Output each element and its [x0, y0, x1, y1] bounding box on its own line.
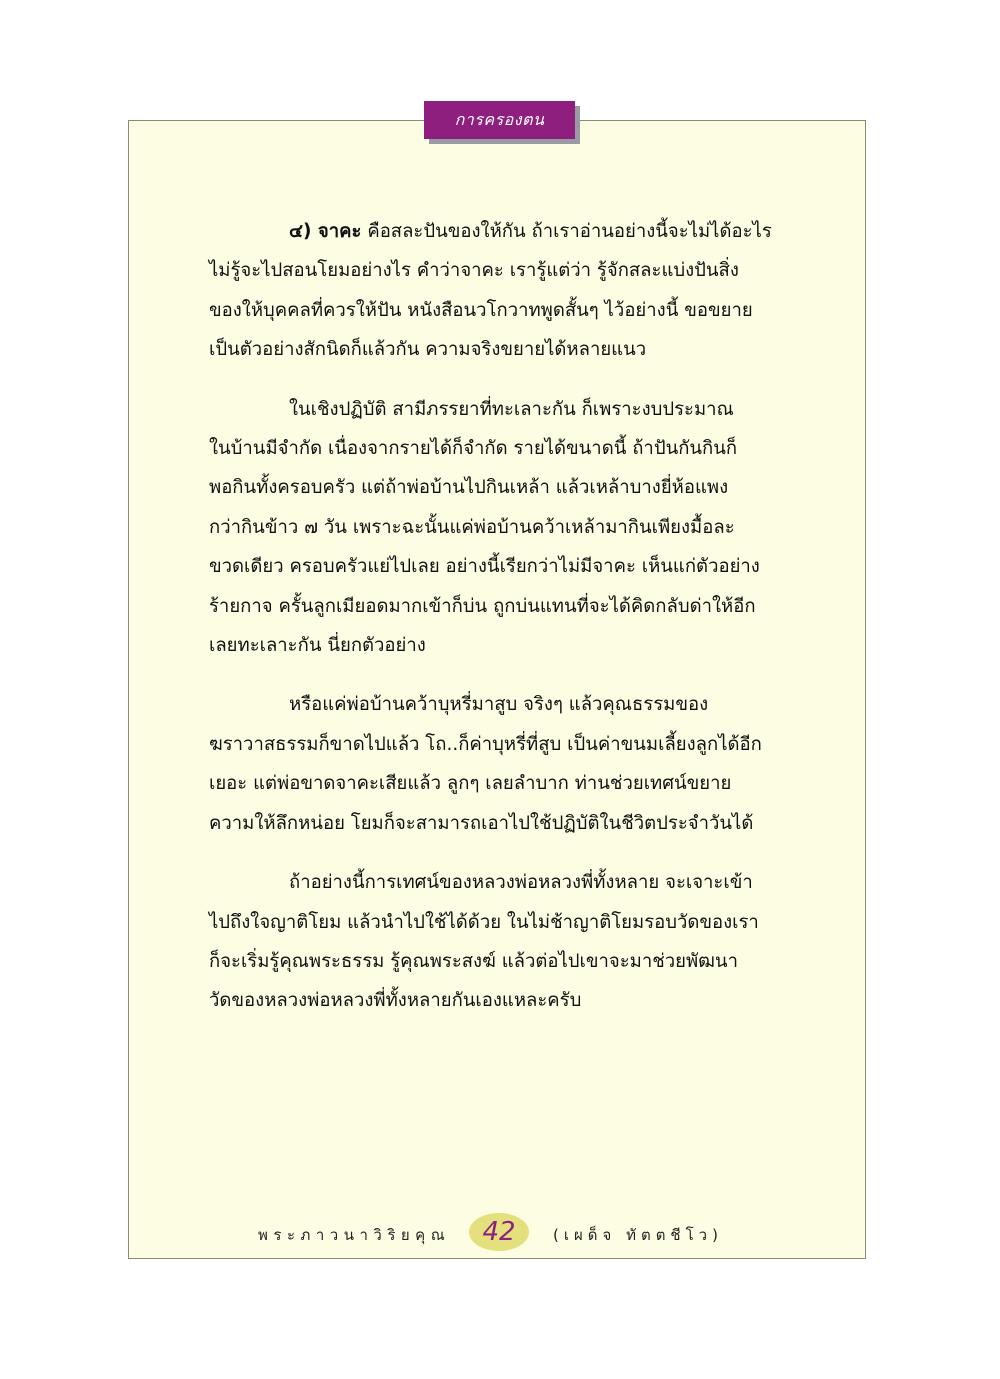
- page-number: 42: [482, 1217, 516, 1247]
- text-line: [209, 212, 793, 251]
- text-line: ความให้ลึกหน่อย โยมก็จะสามารถเอาไปใช้ปฏิบัติในชีวิตประจำวันได้: [209, 812, 754, 834]
- paragraph: [209, 685, 793, 843]
- text-line: ก็จะเริ่มรู้คุณพระธรรม รู้คุณพระสงฆ์ แล้วต่อไปเขาจะมาช่วยพัฒนา: [209, 950, 738, 972]
- text-line: ร้ายกาจ ครั้นลูกเมียอดมากเข้าก็บ่น ถูกบ่นแทนที่จะได้คิดกลับด่าให้อีก: [209, 595, 756, 617]
- chapter-header-tab: การครองตน: [424, 101, 575, 139]
- text-line: วัดของหลวงพ่อหลวงพี่ทั้งหลายกันเองแหละครับ: [209, 990, 582, 1012]
- text-line: ฆราวาสธรรมก็ขาดไปแล้ว โถ..ก็ค่าบุหรี่ที่สูบ เป็นค่าขนมเลี้ยงลูกได้อีก: [209, 733, 762, 755]
- text-line: ในเชิงปฏิบัติ สามีภรรยาที่ทะเลาะกัน ก็เพราะงบประมาณ: [289, 398, 734, 420]
- text-line: เลยทะเลาะกัน นี่ยกตัวอย่าง: [209, 635, 426, 657]
- lead-term: ๔) จาคะ: [289, 221, 362, 242]
- text-line: ขวดเดียว ครอบครัวแย่ไปเลย อย่างนี้เรียกว่าไม่มีจาคะ เห็นแก่ตัวอย่าง: [209, 556, 760, 578]
- text-line: ถ้าอย่างนี้การเทศน์ของหลวงพ่อหลวงพี่ทั้งหลาย จะเจาะเข้า: [289, 872, 753, 894]
- text-line: เป็นตัวอย่างสักนิดก็แล้วกัน ความจริงขยายได้หลายแนว: [209, 339, 647, 361]
- text-line: เยอะ แต่พ่อขาดจาคะเสียแล้ว ลูกๆ เลยลำบาก ท่านช่วยเทศน์ขยาย: [209, 773, 732, 795]
- page-footer: [0, 1213, 1000, 1253]
- footer-book-title: พระภาวนาวิริยคุณ: [258, 1226, 451, 1244]
- text-line: ของให้บุคคลที่ควรให้ปัน หนังสือนวโกวาทพูดสั้นๆ ไว้อย่างนี้ ขอขยาย: [209, 299, 753, 321]
- text-line-rest: คือสละปันของให้กัน ถ้าเราอ่านอย่างนี้จะไม่ได้อะไร: [361, 221, 772, 242]
- body-text: [209, 212, 793, 1041]
- text-line: พอกินทั้งครอบครัว แต่ถ้าพ่อบ้านไปกินเหล้า แล้วเหล้าบางยี่ห้อแพง: [209, 477, 729, 499]
- paragraph: [209, 390, 793, 666]
- paragraph: [209, 212, 793, 370]
- text-line: ไม่รู้จะไปสอนโยมอย่างไร คำว่าจาคะ เรารู้แต่ว่า รู้จักสละแบ่งปันสิ่ง: [209, 260, 739, 282]
- footer-author: (เผด็จ ทัตตชีโว): [553, 1226, 723, 1244]
- text-line: หรือแค่พ่อบ้านคว้าบุหรี่มาสูบ จริงๆ แล้วคุณธรรมของ: [289, 694, 709, 716]
- paragraph: [209, 863, 793, 1021]
- text-line: ในบ้านมีจำกัด เนื่องจากรายได้ก็จำกัด รายได้ขนาดนี้ ถ้าปันกันกินก็: [209, 438, 738, 460]
- text-line: กว่ากินข้าว ๗ วัน เพราะฉะนั้นแค่พ่อบ้านคว้าเหล้ามากินเพียงมื้อละ: [209, 516, 735, 538]
- text-line: ไปถึงใจญาติโยม แล้วนำไปใช้ได้ด้วย ในไม่ช้าญาติโยมรอบวัดของเรา: [209, 911, 759, 933]
